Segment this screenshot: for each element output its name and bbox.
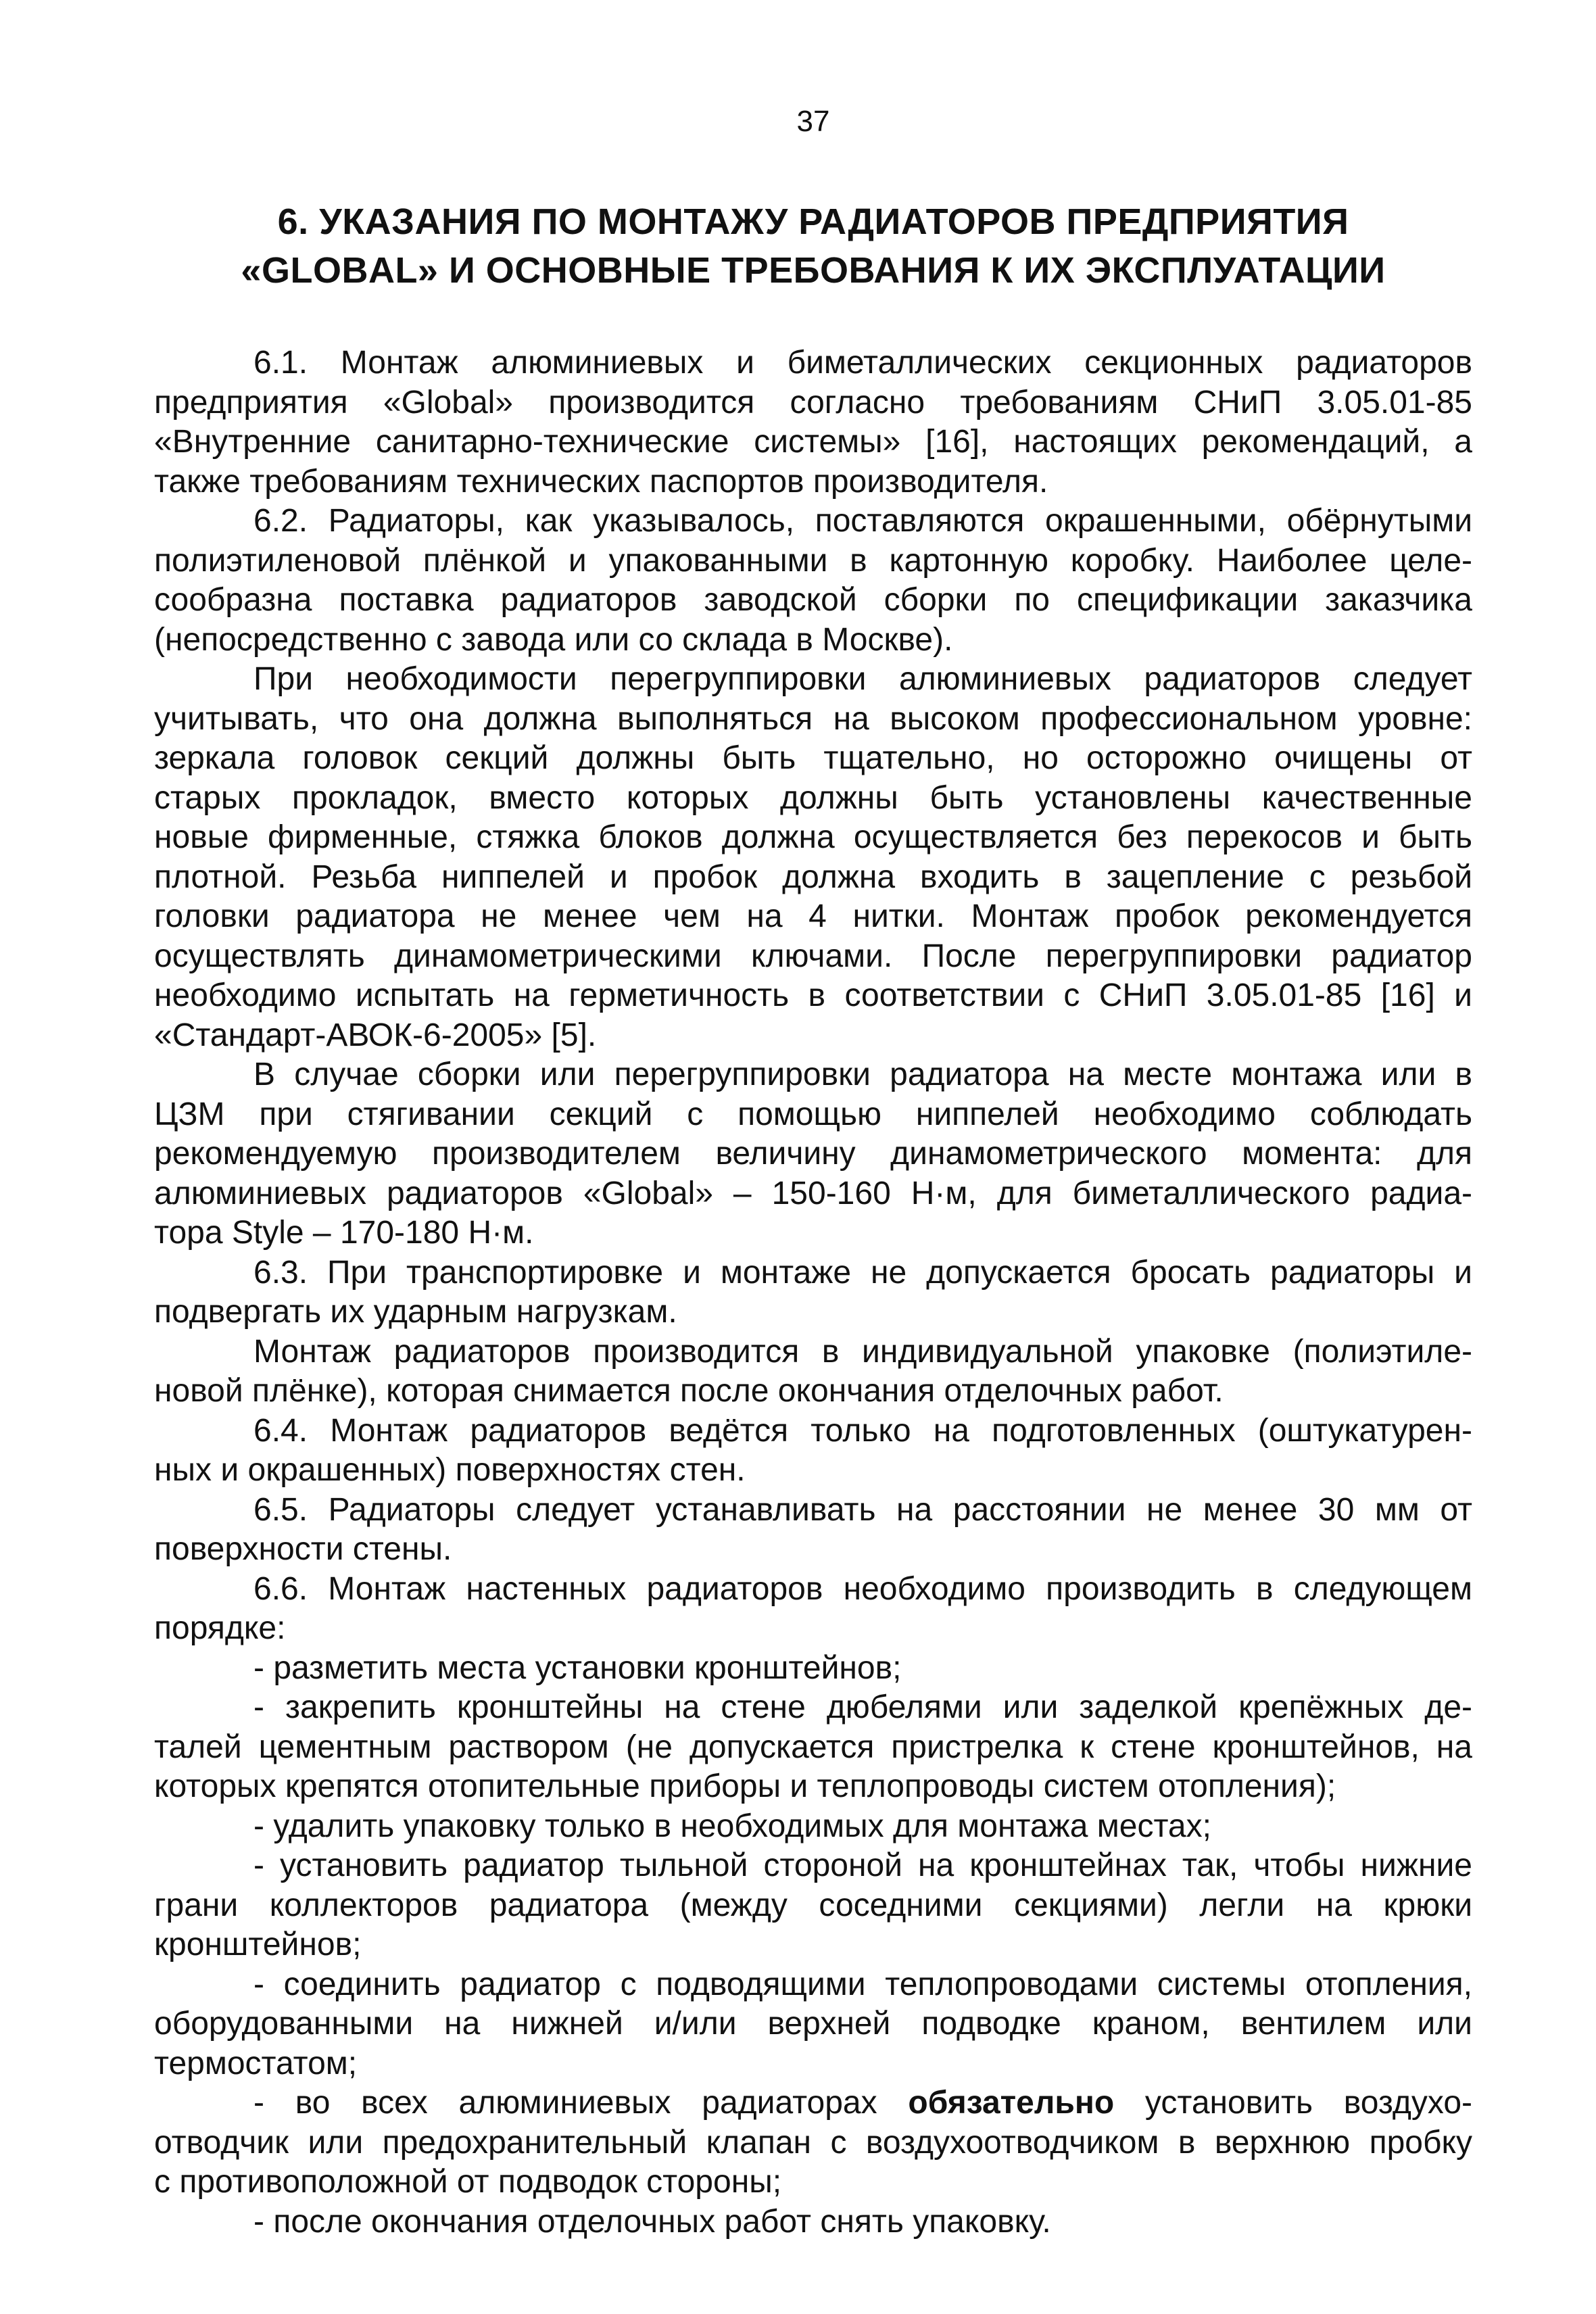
text-line: 6.1. Монтаж алюминиевых и биметаллических секционных радиаторов <box>253 345 1472 381</box>
text-line: При необходимости перегруппировки алюминиевых радиаторов следует <box>253 661 1472 697</box>
text-line: 6.6. Монтаж настенных радиаторов необходимо производить в следующем <box>253 1570 1472 1607</box>
text-line: поверхности стены. <box>154 1531 452 1567</box>
text-line: талей цементным раствором (не допускается пристрелка к стене кронштейнов, на <box>154 1729 1472 1765</box>
text-line: плотной. Резьба ниппелей и пробок должна входить в зацепление с резьбой <box>154 859 1472 895</box>
text-line: новой плёнке), которая снимается после окончания отделочных работ. <box>154 1373 1224 1409</box>
text-line: полиэтиленовой плёнкой и упакованными в картонную коробку. Наиболее целе- <box>154 542 1472 579</box>
text-line: В случае сборки или перегруппировки радиатора на месте монтажа или в <box>253 1057 1472 1092</box>
section-title-line-1: 6. УКАЗАНИЯ ПО МОНТАЖУ РАДИАТОРОВ ПРЕДПРИЯТИЯ <box>277 201 1349 242</box>
text-line: тора Style – 170-180 Н·м. <box>154 1215 534 1251</box>
text-line: порядке: <box>154 1610 286 1646</box>
text-line: - удалить упаковку только в необходимых для монтажа местах; <box>253 1808 1211 1844</box>
text-line: старых прокладок, вместо которых должны быть установлены качественные <box>154 779 1472 816</box>
text-line: «Стандарт-АВОК-6-2005» [5]. <box>154 1017 597 1053</box>
text-line <box>154 2083 1472 2123</box>
text-line: - разметить места установки кронштейнов; <box>253 1649 902 1686</box>
section-title-line-2: «GLOBAL» И ОСНОВНЫЕ ТРЕБОВАНИЯ К ИХ ЭКСПЛУАТАЦИИ <box>241 250 1386 291</box>
text-fragment: - во всех алюминиевых радиаторах <box>253 2085 909 2121</box>
page-number: 37 <box>796 105 830 138</box>
text-line: термостатом; <box>154 2045 358 2081</box>
text-line: 6.3. При транспортировке и монтаже не допускается бросать радиаторы и <box>253 1254 1472 1291</box>
section-title <box>154 197 1472 295</box>
text-line: кронштейнов; <box>154 1927 362 1962</box>
text-line: сообразна поставка радиаторов заводской сборки по спецификации заказчика <box>154 582 1472 618</box>
text-line: головки радиатора не менее чем на 4 нитки. Монтаж пробок рекомендуется <box>154 898 1472 934</box>
text-line: с противоположной от подводок стороны; <box>154 2164 782 2200</box>
text-line: подвергать их ударным нагрузкам. <box>154 1294 677 1330</box>
text-line: новые фирменные, стяжка блоков должна осуществляется без перекосов и быть <box>154 819 1472 855</box>
text-line: учитывать, что она должна выполняться на высоком профессиональном уровне: <box>154 700 1472 737</box>
text-line: «Внутренние санитарно-технические системы» [16], настоящих рекомендаций, а <box>154 424 1472 460</box>
emphasis-text: обязательно <box>908 2085 1115 2121</box>
text-line: отводчик или предохранительный клапан с воздухоотводчиком в верхнюю пробку <box>154 2124 1472 2161</box>
text-line: 6.5. Радиаторы следует устанавливать на расстоянии не менее 30 мм от <box>253 1491 1472 1528</box>
text-line: осуществлять динамометрическими ключами. После перегруппировки радиатор <box>154 938 1472 974</box>
text-line: алюминиевых радиаторов «Global» – 150-160 Н·м, для биметаллического радиа- <box>154 1175 1472 1211</box>
text-line: необходимо испытать на герметичность в соответствии с СНиП 3.05.01-85 [16] и <box>154 978 1472 1013</box>
text-line: - установить радиатор тыльной стороной на кронштейнах так, чтобы нижние <box>253 1848 1472 1883</box>
text-line: грани коллекторов радиатора (между соседними секциями) легли на крюки <box>154 1887 1472 1923</box>
text-line: - после окончания отделочных работ снять упаковку. <box>253 2203 1051 2240</box>
body-text <box>154 343 1472 2242</box>
text-line: 6.4. Монтаж радиаторов ведётся только на подготовленных (оштукатурен- <box>253 1412 1472 1449</box>
text-line: оборудованными на нижней и/или верхней подводке краном, вентилем или <box>154 2006 1472 2042</box>
text-line: зеркала головок секций должны быть тщательно, но осторожно очищены от <box>154 740 1472 776</box>
text-line: - соединить радиатор с подводящими теплопроводами системы отопления, <box>253 1966 1472 2002</box>
text-line: ных и окрашенных) поверхностях стен. <box>154 1452 746 1488</box>
document-page <box>154 101 1472 2242</box>
text-fragment: установить воздухо- <box>1114 2085 1472 2121</box>
text-line: - закрепить кронштейны на стене дюбелями или заделкой крепёжных де- <box>253 1689 1472 1725</box>
text-line: 6.2. Радиаторы, как указывалось, поставляются окрашенными, обёрнутыми <box>253 503 1472 539</box>
text-line: ЦЗМ при стягивании секций с помощью ниппелей необходимо соблюдать <box>154 1096 1472 1132</box>
text-line: Монтаж радиаторов производится в индивидуальной упаковке (полиэтиле- <box>253 1333 1472 1370</box>
text-line: рекомендуемую производителем величину динамометрического момента: для <box>154 1136 1472 1172</box>
text-line: также требованиям технических паспортов производителя. <box>154 463 1048 500</box>
text-line: предприятия «Global» производится согласно требованиям СНиП 3.05.01-85 <box>154 384 1472 420</box>
text-line: которых крепятся отопительные приборы и теплопроводы систем отопления); <box>154 1768 1336 1804</box>
text-line: (непосредственно с завода или со склада в Москве). <box>154 621 953 658</box>
